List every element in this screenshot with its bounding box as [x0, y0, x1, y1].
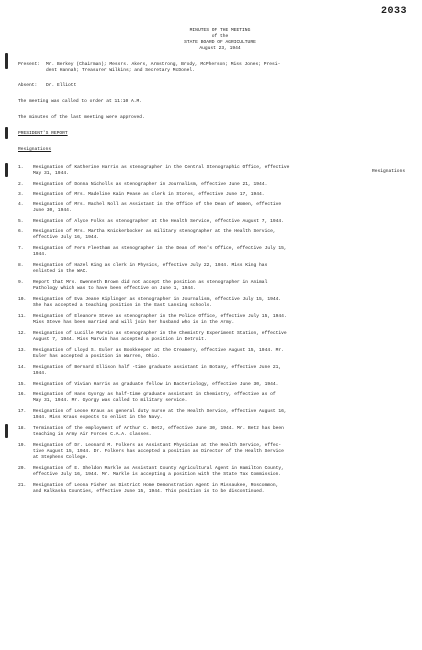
- item-text-line: 1944.: [33, 252, 47, 257]
- header-of: of the: [211, 34, 229, 39]
- resignation-item: [18, 297, 356, 309]
- presidents-report-heading: PRESIDENT'S REPORT: [18, 131, 68, 136]
- item-text-line: Resignation of E. Sheldon Markle as Assistant County Agricultural Agent in Hamilton County,: [33, 466, 284, 471]
- item-text-line: Resignation of Mrs. Madeline Kain Pease as clerk in Stores, effective June 17, 1944.: [33, 192, 265, 197]
- item-number: 5.: [18, 219, 24, 224]
- resignation-item: [18, 202, 356, 214]
- item-text-line: effective July 16, 1944.: [33, 235, 100, 240]
- item-text: [33, 192, 356, 198]
- resignation-item: [18, 483, 356, 495]
- margin-mark: [5, 163, 8, 177]
- resignation-item: [18, 229, 356, 241]
- item-number: 6.: [18, 229, 24, 234]
- item-number: 19.: [18, 443, 27, 448]
- item-text: [33, 202, 356, 214]
- item-text-line: Resignation of Hazel King as clerk in Physics, effective July 22, 1944. Miss King has: [33, 263, 268, 268]
- item-text-line: Resignation of Eleanore Steve as stenographer in the Police Office, effective July 15, 1944.: [33, 314, 287, 319]
- item-text-line: Resignation of Lloyd S. Euler as Bookkeeper at the Creamery, effective August 15, 1944. Mr.: [33, 348, 284, 353]
- item-text-line: Report that Mrs. Gwenneth Brown did not accept the position as stenographer in Animal: [33, 280, 268, 285]
- item-text-line: Resignation of Fern Fleetham as stenographer in the Dean of Men's Office, effective July 15,: [33, 246, 287, 251]
- item-text-line: May 31, 1944. Mr. Gyorgy was called to military service.: [33, 398, 188, 403]
- item-text: [33, 409, 356, 421]
- item-text: [33, 263, 356, 275]
- item-text-line: Resignation of Mrs. Rachel Noll as Assistant in the Office of the Dean of Women, effective: [33, 202, 282, 207]
- item-text: [33, 382, 356, 388]
- resignation-item: [18, 246, 356, 258]
- item-text-line: Resignation of Leona Fisher as District Home Demonstration Agent in Missaukee, Roscommon,: [33, 483, 279, 488]
- resignation-item: [18, 426, 356, 438]
- item-text-line: She has accepted a teaching position in the East Lansing schools.: [33, 303, 213, 308]
- item-text: [33, 314, 356, 326]
- resignation-item: [18, 331, 356, 343]
- resignation-item: [18, 314, 356, 326]
- item-text-line: Termination of the employment of Arthur C. Betz, effective June 30, 1944. Mr. Betz has been: [33, 426, 284, 431]
- margin-mark: [5, 53, 8, 69]
- item-text: [33, 365, 356, 377]
- item-text-line: Pathology which was to have been effective on June 1, 1944.: [33, 286, 196, 291]
- present-line-1: Mr. Berkey (Chairman); Messrs. Akers, Armstrong, Brody, McPherson; Miss Jones; Presi-: [46, 62, 281, 67]
- item-number: 3.: [18, 192, 24, 197]
- item-text-line: effective July 16, 1944. Mr. Markle is accepting a position with the State Tax Commission.: [33, 472, 282, 477]
- item-text-line: Resignation of Lucille Marvin as stenographer in the Chemistry Experiment Station, effective: [33, 331, 287, 336]
- item-number: 12.: [18, 331, 27, 336]
- item-number: 21.: [18, 483, 27, 488]
- item-number: 1.: [18, 165, 24, 170]
- item-text-line: Miss Steve has been married and will join her husband who is in the Army.: [33, 320, 235, 325]
- resignation-item: [18, 280, 356, 292]
- page-number: 2033: [381, 6, 408, 17]
- margin-mark: [5, 127, 8, 139]
- resignation-item: [18, 192, 356, 198]
- item-text: [33, 280, 356, 292]
- resignation-item: [18, 466, 356, 478]
- header-title: MINUTES OF THE MEETING: [189, 28, 251, 33]
- absent-label: Absent:: [18, 83, 38, 88]
- item-number: 10.: [18, 297, 27, 302]
- item-text: [33, 348, 356, 360]
- item-text-line: June 30, 1944.: [33, 208, 72, 213]
- item-text-line: August 7, 1944. Miss Marvin has accepted a position in Detroit.: [33, 337, 207, 342]
- present-label: Present:: [18, 62, 41, 67]
- item-text-line: Resignation of Hans Gyorgy as half-time graduate assistant in Chemistry, effective as of: [33, 392, 276, 397]
- item-number: 17.: [18, 409, 27, 414]
- item-number: 20.: [18, 466, 27, 471]
- minutes-header: [120, 28, 320, 52]
- item-text: [33, 297, 356, 309]
- item-text: [33, 165, 356, 177]
- item-number: 4.: [18, 202, 24, 207]
- resignation-item: [18, 409, 356, 421]
- item-text: [33, 182, 356, 188]
- item-text-line: Resignation of Vivian Harris as graduate fellow in Bacteriology, effective June 30, 1944.: [33, 382, 279, 387]
- item-number: 13.: [18, 348, 27, 353]
- item-text-line: Resignation of Leone Kraus as general duty nurse at the Health Service, effective August 16,: [33, 409, 287, 414]
- absent-text: Dr. Elliott: [46, 83, 77, 88]
- margin-mark: [5, 424, 8, 438]
- item-text-line: enlisted in the WAC.: [33, 269, 89, 274]
- resignation-item: [18, 443, 356, 461]
- item-number: 15.: [18, 382, 27, 387]
- item-number: 9.: [18, 280, 24, 285]
- item-text: [33, 246, 356, 258]
- item-text-line: Resignation of Bernard Ellison half -time graduate assistant in Botany, effective June 21,: [33, 365, 282, 370]
- resignation-item: [18, 365, 356, 377]
- item-text-line: Euler has accepted a position in Warren, Ohio.: [33, 354, 160, 359]
- item-number: 18.: [18, 426, 27, 431]
- item-number: 2.: [18, 182, 24, 187]
- resignation-item: [18, 392, 356, 404]
- header-date: August 23, 1944: [199, 46, 241, 51]
- resignation-item: [18, 382, 356, 388]
- resignation-item: [18, 348, 356, 360]
- item-text-line: 1944. Miss Kraus expects to enlist in the Navy.: [33, 415, 163, 420]
- item-text: [33, 331, 356, 343]
- item-number: 8.: [18, 263, 24, 268]
- resignation-item: [18, 219, 356, 225]
- margin-note-resignations: Resignations: [372, 169, 406, 174]
- item-text: [33, 219, 356, 225]
- item-text-line: teaching in Army Air Forces C.A.A. classes.: [33, 432, 152, 437]
- item-text-line: at Stephens College.: [33, 455, 89, 460]
- item-text-line: and Kalkaska Counties, effective June 15, 1944. This position is to be discontinued.: [33, 489, 265, 494]
- item-text: [33, 466, 356, 478]
- header-board: STATE BOARD OF AGRICULTURE: [184, 40, 256, 45]
- resignations-heading: Resignations: [18, 147, 52, 152]
- item-text-line: Resignation of Mrs. Martha Knickerbocker as military stenographer at the Health Service,: [33, 229, 276, 234]
- item-text: [33, 392, 356, 404]
- item-text-line: 1944.: [33, 371, 47, 376]
- minutes-approved: The minutes of the last meeting were approved.: [18, 115, 145, 120]
- item-number: 7.: [18, 246, 24, 251]
- item-text: [33, 426, 356, 438]
- resignation-item: [18, 263, 356, 275]
- resignation-item: [18, 165, 356, 177]
- item-text-line: Resignation of Donna Nicholls as stenographer in Journalism, effective June 21, 1944.: [33, 182, 268, 187]
- item-text-line: tive August 15, 1944. Dr. Folkers has accepted a position as Director of the Health Service: [33, 449, 284, 454]
- item-number: 16.: [18, 392, 27, 397]
- resignation-item: [18, 182, 356, 188]
- item-text-line: Resignation of Alyce Folks as stenographer at the Health Service, effective August 7, 1944.: [33, 219, 284, 224]
- item-text: [33, 443, 356, 461]
- item-text-line: Resignation of Dr. Leonard M. Folkers as Assistant Physician at the Health Service, effec-: [33, 443, 282, 448]
- item-text: [33, 483, 356, 495]
- item-number: 11.: [18, 314, 27, 319]
- called-to-order: The meeting was called to order at 11:10 A.M.: [18, 99, 143, 104]
- item-number: 14.: [18, 365, 27, 370]
- item-text-line: Resignation of Eva Jeane Kiplinger as stenographer in Journalism, effective July 15, 1944.: [33, 297, 282, 302]
- item-text-line: May 31, 1944.: [33, 171, 69, 176]
- item-text-line: Resignation of Katherine Harris as stenographer in the Central Stenographic Office, effective: [33, 165, 290, 170]
- present-line-2: dent Hannah; Treasurer Wilkins; and Secretary McDonel.: [46, 68, 195, 73]
- item-text: [33, 229, 356, 241]
